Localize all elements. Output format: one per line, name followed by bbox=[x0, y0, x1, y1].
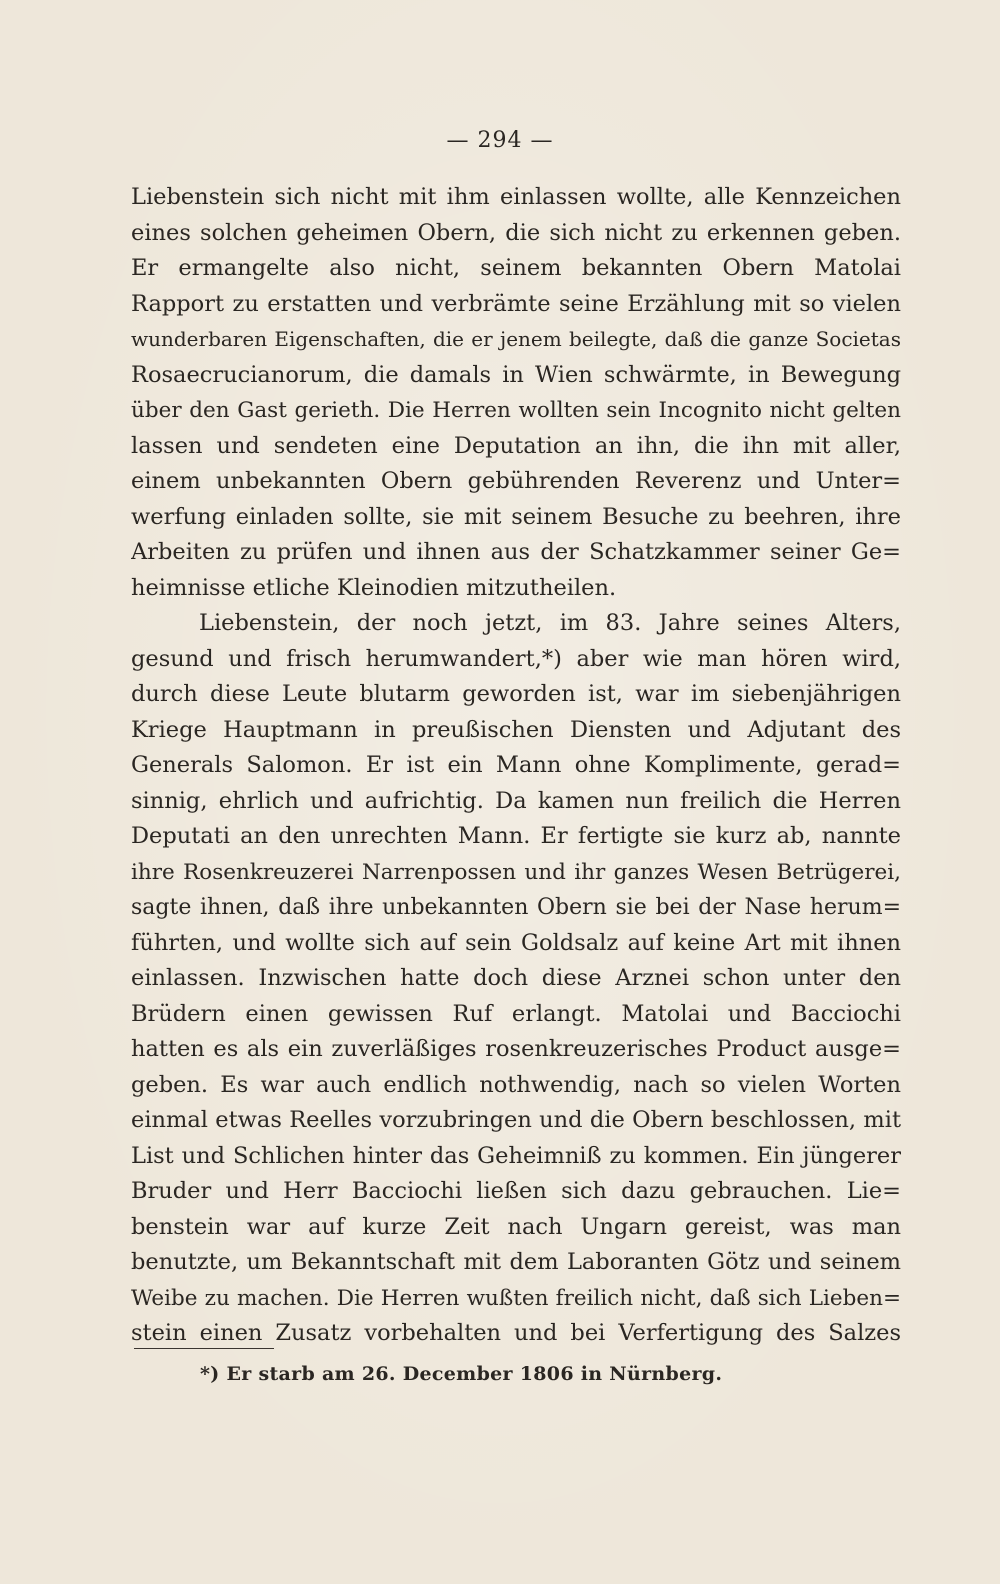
text-line: sinnig, ehrlich und aufrichtig. Da kamen nun freilich die Herren bbox=[131, 787, 901, 814]
text-line: Deputati an den unrechten Mann. Er fertigte sie kurz ab, nannte bbox=[131, 823, 901, 849]
text-line: Rosaecrucianorum, die damals in Wien schwärmte, in Bewegung bbox=[131, 361, 901, 388]
text-line: Generals Salomon. Er ist ein Mann ohne Komplimente, gerad= bbox=[131, 752, 901, 778]
text-line: Er ermangelte also nicht, seinem bekannten Obern Matolai bbox=[131, 255, 901, 281]
text-line: Arbeiten zu prüfen und ihnen aus der Schatzkammer seiner Ge= bbox=[131, 539, 901, 565]
text-line: benutzte, um Bekanntschaft mit dem Laboranten Götz und seinem bbox=[131, 1249, 901, 1275]
text-line: ihre Rosenkreuzerei Narrenpossen und ihr ganzes Wesen Betrügerei, bbox=[131, 859, 901, 885]
text-line: führten, und wollte sich auf sein Goldsalz auf keine Art mit ihnen bbox=[131, 929, 901, 956]
text-line: List und Schlichen hinter das Geheimniß zu kommen. Ein jüngerer bbox=[131, 1142, 901, 1169]
footnote-divider bbox=[134, 1348, 274, 1349]
text-line: werfung einladen sollte, sie mit seinem Besuche zu beehren, ihre bbox=[131, 503, 901, 530]
text-line: heimnisse etliche Kleinodien mitzutheilen. bbox=[131, 574, 617, 601]
text-line: hatten es als ein zuverläßiges rosenkreuzerisches Product ausge= bbox=[131, 1036, 901, 1062]
text-line: sagte ihnen, daß ihre unbekannten Obern sie bei der Nase herum= bbox=[131, 895, 901, 920]
text-line: einmal etwas Reelles vorzubringen und die Obern beschlossen, mit bbox=[131, 1107, 901, 1133]
text-line: benstein war auf kurze Zeit nach Ungarn gereist, was man bbox=[131, 1213, 901, 1240]
text-line: über den Gast gerieth. Die Herren wollten sein Incognito nicht gelten bbox=[131, 398, 901, 423]
text-line: Liebenstein, der noch jetzt, im 83. Jahre seines Alters, bbox=[199, 610, 901, 636]
text-line: Bruder und Herr Bacciochi ließen sich dazu gebrauchen. Lie= bbox=[131, 1178, 901, 1204]
text-line: lassen und sendeten eine Deputation an ihn, die ihn mit aller, bbox=[131, 432, 901, 459]
page-number: — 294 — bbox=[446, 128, 554, 153]
body-text bbox=[131, 180, 901, 1352]
text-line: eines solchen geheimen Obern, die sich nicht zu erkennen geben. bbox=[131, 219, 901, 246]
text-line: einem unbekannten Obern gebührenden Reverenz und Unter= bbox=[131, 468, 901, 494]
footnote: *) Er starb am 26. December 1806 in Nürnberg. bbox=[200, 1363, 723, 1385]
text-line: einlassen. Inzwischen hatte doch diese Arznei schon unter den bbox=[131, 965, 901, 991]
text-line: Weibe zu machen. Die Herren wußten freilich nicht, daß sich Lieben= bbox=[131, 1285, 901, 1311]
text-line: geben. Es war auch endlich nothwendig, nach so vielen Worten bbox=[131, 1071, 901, 1098]
text-line: gesund und frisch herumwandert,*) aber wie man hören wird, bbox=[131, 645, 901, 672]
text-line: stein einen Zusatz vorbehalten und bei Verfertigung des Salzes bbox=[131, 1320, 901, 1346]
text-line: Rapport zu erstatten und verbrämte seine Erzählung mit so vielen bbox=[131, 290, 901, 317]
text-line: Liebenstein sich nicht mit ihm einlassen wollte, alle Kennzeichen bbox=[131, 184, 901, 210]
text-line: wunderbaren Eigenschaften, die er jenem beilegte, daß die ganze Societas bbox=[131, 327, 901, 351]
text-line: Brüdern einen gewissen Ruf erlangt. Matolai und Bacciochi bbox=[131, 1000, 901, 1027]
text-line: durch diese Leute blutarm geworden ist, war im siebenjährigen bbox=[131, 681, 901, 707]
text-line: Kriege Hauptmann in preußischen Diensten und Adjutant des bbox=[131, 716, 901, 743]
